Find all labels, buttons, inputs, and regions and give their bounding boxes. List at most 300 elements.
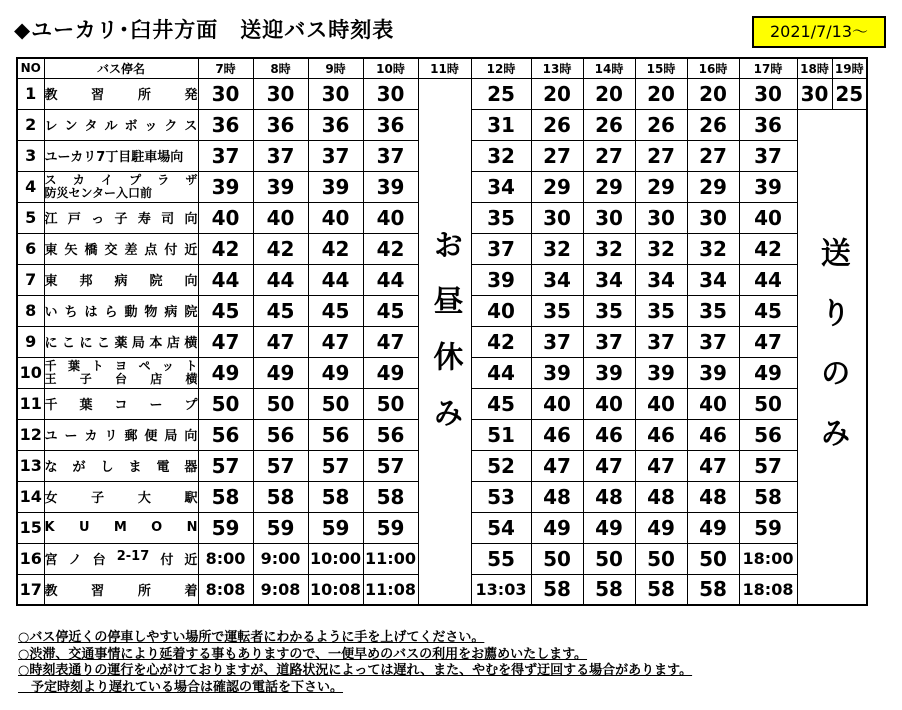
departure-time: 30	[635, 202, 687, 233]
departure-time: 57	[308, 450, 363, 481]
stop-name-part: 物	[144, 305, 158, 320]
departure-time: 58	[583, 574, 635, 605]
stop-name-part: ル	[104, 119, 118, 134]
departure-time: 49	[687, 512, 739, 543]
departure-time: 49	[531, 512, 583, 543]
departure-time: 47	[308, 326, 363, 357]
stop-name-part: 差	[124, 243, 138, 258]
stop-name-part: ッ	[144, 119, 158, 134]
stop-name-part: 付	[164, 243, 178, 258]
drop-off-only-label: 送りのみ	[797, 109, 867, 605]
departure-time: 58	[739, 481, 797, 512]
stop-name-part: 局	[131, 336, 145, 351]
stop-name-part: 宮	[44, 553, 58, 568]
stop-name-part: が	[72, 460, 86, 475]
table-row	[17, 78, 867, 109]
stop-name-part: 発	[184, 88, 198, 103]
row-number: 17	[17, 574, 44, 605]
departure-time: 49	[308, 357, 363, 388]
stop-name-part: 院	[184, 305, 198, 320]
stop-name-part: っ	[91, 212, 105, 227]
departure-time: 49	[635, 512, 687, 543]
stop-name-part: 千	[44, 358, 57, 373]
departure-time: 45	[739, 295, 797, 326]
stop-name-part: 習	[91, 88, 105, 103]
stop-name	[44, 295, 198, 326]
note-line: ○バス停近くの停車しやすい場所で運転者にわかるように手を上げてください。	[18, 630, 485, 645]
stop-name-part: ヨ	[114, 358, 127, 373]
departure-time: 59	[363, 512, 418, 543]
departure-time: 20	[583, 78, 635, 109]
departure-time: 39	[471, 264, 531, 295]
departure-time: 26	[687, 109, 739, 140]
stop-name-part: 千	[44, 398, 58, 413]
departure-time: 58	[363, 481, 418, 512]
departure-time: 39	[739, 171, 797, 202]
stop-name	[44, 543, 198, 574]
departure-time: 47	[635, 450, 687, 481]
column-header: 13時	[531, 58, 583, 78]
lunch-break-label: お昼休み	[418, 78, 471, 605]
stop-name-part: い	[44, 305, 58, 320]
departure-time: 50	[583, 543, 635, 574]
row-number: 13	[17, 450, 44, 481]
departure-time: 8:08	[198, 574, 253, 605]
departure-time: 30	[739, 78, 797, 109]
departure-time: 18:00	[739, 543, 797, 574]
note-line: 予定時刻より遅れている場合は確認の電話を下さい。	[18, 679, 344, 695]
stop-name	[44, 233, 198, 264]
effective-date-badge: 2021/7/13～	[752, 16, 886, 48]
departure-time: 42	[253, 233, 308, 264]
departure-time: 46	[635, 419, 687, 450]
departure-time: 46	[531, 419, 583, 450]
stop-name-part: 店	[150, 371, 163, 386]
departure-time: 50	[198, 388, 253, 419]
departure-time: 35	[687, 295, 739, 326]
stop-name-part: に	[44, 336, 58, 351]
stop-name-part: 便	[144, 429, 158, 444]
departure-time: 9:00	[253, 543, 308, 574]
departure-time: 45	[253, 295, 308, 326]
stop-name-part: 横	[185, 371, 198, 386]
departure-time: 40	[471, 295, 531, 326]
departure-time: 27	[531, 140, 583, 171]
stop-name-part: ら	[104, 305, 118, 320]
departure-time: 50	[308, 388, 363, 419]
column-header: 17時	[739, 58, 797, 78]
stop-name-part: 台	[92, 553, 106, 568]
departure-time: 30	[687, 202, 739, 233]
stop-name-part: K	[44, 520, 55, 535]
stop-name	[44, 357, 198, 388]
departure-time: 30	[363, 78, 418, 109]
departure-time: 58	[531, 574, 583, 605]
departure-time: 37	[635, 326, 687, 357]
departure-time: 25	[832, 78, 867, 109]
stop-name-part: 向	[184, 212, 198, 227]
timetable-body	[17, 78, 867, 605]
stop-name-part: 大	[137, 491, 151, 506]
departure-time: 34	[583, 264, 635, 295]
departure-time: 39	[531, 357, 583, 388]
departure-time: 34	[687, 264, 739, 295]
departure-time: 51	[471, 419, 531, 450]
departure-time: 35	[583, 295, 635, 326]
departure-time: 32	[687, 233, 739, 264]
departure-time: 31	[471, 109, 531, 140]
departure-time: 47	[739, 326, 797, 357]
stop-name-part: ユ	[44, 429, 58, 444]
stop-name-part: 教	[44, 88, 58, 103]
departure-time: 30	[308, 78, 363, 109]
departure-time: 57	[198, 450, 253, 481]
stop-name-part: ー	[149, 398, 163, 413]
column-header: 15時	[635, 58, 687, 78]
departure-time: 35	[635, 295, 687, 326]
notes	[18, 630, 692, 696]
departure-time: 37	[363, 140, 418, 171]
departure-time: 27	[583, 140, 635, 171]
row-number: 6	[17, 233, 44, 264]
stop-name-part: 司	[161, 212, 175, 227]
page-title: ◆ユーカリ･臼井方面 送迎バス時刻表	[14, 18, 395, 42]
departure-time: 40	[253, 202, 308, 233]
stop-name	[44, 202, 198, 233]
departure-time: 48	[687, 481, 739, 512]
departure-time: 45	[198, 295, 253, 326]
row-number: 7	[17, 264, 44, 295]
departure-time: 26	[583, 109, 635, 140]
departure-time: 30	[583, 202, 635, 233]
departure-time: 45	[363, 295, 418, 326]
departure-time: 59	[739, 512, 797, 543]
row-number: 12	[17, 419, 44, 450]
stop-name-part: ラ	[157, 172, 170, 187]
row-number: 14	[17, 481, 44, 512]
stop-name-part: ス	[184, 119, 198, 134]
stop-name-part: な	[44, 460, 58, 475]
stop-name-part: 葉	[79, 398, 93, 413]
stop-name	[44, 140, 198, 171]
stop-name-part: 郵	[124, 429, 138, 444]
departure-time: 25	[471, 78, 531, 109]
row-number: 4	[17, 171, 44, 202]
stop-name-part: 子	[114, 212, 128, 227]
stop-name-part: 教	[44, 583, 58, 599]
note-line: ○時刻表通りの運行を心がけておりますが、道路状況によっては遅れ、また、やむを得ず迂回する場合があります。	[18, 663, 693, 678]
stop-name-part: 子	[91, 491, 105, 506]
departure-time: 26	[531, 109, 583, 140]
stop-name-part: 習	[91, 583, 105, 599]
column-header: 7時	[198, 58, 253, 78]
stop-name-part: ペ	[138, 358, 151, 373]
departure-time: 40	[198, 202, 253, 233]
stop-name-part: N	[186, 520, 198, 535]
departure-time: 50	[687, 543, 739, 574]
departure-time: 48	[635, 481, 687, 512]
stop-name-part: こ	[61, 336, 75, 351]
departure-time: 49	[253, 357, 308, 388]
departure-time: 42	[308, 233, 363, 264]
stop-name-part: 東	[44, 274, 58, 289]
departure-time: 40	[583, 388, 635, 419]
stop-name-part: 交	[104, 243, 118, 258]
departure-time: 40	[531, 388, 583, 419]
stop-name-part: カ	[72, 172, 85, 187]
departure-time: 50	[253, 388, 308, 419]
row-number: 11	[17, 388, 44, 419]
departure-time: 44	[198, 264, 253, 295]
stop-name-part: O	[151, 520, 163, 535]
departure-time: 56	[739, 419, 797, 450]
stop-name-part: 所	[137, 583, 151, 599]
departure-time: 10:00	[308, 543, 363, 574]
stop-name	[44, 326, 198, 357]
departure-time: 39	[253, 171, 308, 202]
stop-name-part: し	[100, 460, 114, 475]
departure-time: 37	[253, 140, 308, 171]
departure-time: 50	[531, 543, 583, 574]
departure-time: 44	[471, 357, 531, 388]
departure-time: 36	[253, 109, 308, 140]
stop-name-part: ー	[64, 429, 78, 444]
stop-name	[44, 574, 198, 605]
departure-time: 29	[583, 171, 635, 202]
stop-name-part: 江	[44, 212, 58, 227]
stop-name-part: ン	[64, 119, 78, 134]
row-number: 15	[17, 512, 44, 543]
departure-time: 10:08	[308, 574, 363, 605]
stop-name-part: 防災センター入口前	[44, 185, 153, 200]
row-number: 1	[17, 78, 44, 109]
stop-name-part: 店	[166, 336, 180, 351]
departure-time: 30	[531, 202, 583, 233]
row-number: 10	[17, 357, 44, 388]
departure-time: 58	[687, 574, 739, 605]
stop-name-part: こ	[96, 336, 110, 351]
departure-time: 45	[308, 295, 363, 326]
departure-time: 36	[739, 109, 797, 140]
departure-time: 20	[635, 78, 687, 109]
stop-name-part: 電	[156, 460, 170, 475]
departure-time: 59	[308, 512, 363, 543]
column-header: 12時	[471, 58, 531, 78]
stop-name	[44, 419, 198, 450]
stop-name-part: 器	[184, 460, 198, 475]
departure-time: 37	[531, 326, 583, 357]
stop-name-part: 矢	[64, 243, 78, 258]
departure-time: 40	[635, 388, 687, 419]
departure-time: 44	[253, 264, 308, 295]
departure-time: 36	[198, 109, 253, 140]
departure-time: 36	[308, 109, 363, 140]
stop-name-part: 東	[44, 243, 58, 258]
stop-name-part: ッ	[161, 358, 174, 373]
column-header: 16時	[687, 58, 739, 78]
stop-name-part: 2-17	[116, 549, 150, 564]
departure-time: 39	[583, 357, 635, 388]
departure-time: 49	[363, 357, 418, 388]
departure-time: 29	[635, 171, 687, 202]
row-number: 9	[17, 326, 44, 357]
departure-time: 30	[253, 78, 308, 109]
departure-time: 35	[471, 202, 531, 233]
stop-name-part: 駅	[184, 491, 198, 506]
departure-time: 56	[253, 419, 308, 450]
column-header: 10時	[363, 58, 418, 78]
column-header: NO	[17, 58, 44, 78]
stop-name-part: 着	[184, 583, 198, 599]
departure-time: 37	[198, 140, 253, 171]
note-line: ○渋滞、交通事情により延着する事もありますので、一便早めのバスの利用をお薦めいたします。	[18, 646, 588, 662]
stop-name-part: 薬	[114, 336, 128, 351]
departure-time: 27	[687, 140, 739, 171]
departure-time: 58	[308, 481, 363, 512]
stop-name	[44, 450, 198, 481]
stop-name	[44, 481, 198, 512]
column-header: 9時	[308, 58, 363, 78]
stop-name-part: プ	[184, 398, 198, 413]
departure-time: 32	[635, 233, 687, 264]
departure-time: 27	[635, 140, 687, 171]
departure-time: 50	[363, 388, 418, 419]
departure-time: 40	[308, 202, 363, 233]
departure-time: 57	[739, 450, 797, 481]
stop-name-part: 邦	[79, 274, 93, 289]
stop-name	[44, 388, 198, 419]
row-number: 8	[17, 295, 44, 326]
stop-name-part: 病	[164, 305, 178, 320]
departure-time: 39	[198, 171, 253, 202]
stop-name-part: タ	[84, 119, 98, 134]
row-number: 16	[17, 543, 44, 574]
departure-time: 56	[363, 419, 418, 450]
stop-name-part: 付	[160, 553, 174, 568]
column-header: 18時	[797, 58, 832, 78]
header-row	[17, 58, 867, 78]
departure-time: 56	[198, 419, 253, 450]
column-header: 8時	[253, 58, 308, 78]
departure-time: 58	[198, 481, 253, 512]
departure-time: 44	[739, 264, 797, 295]
stop-name-part: ユーカリ7丁目駐車場向	[44, 150, 184, 165]
stop-name	[44, 264, 198, 295]
stop-name-part: ノ	[68, 553, 82, 568]
departure-time: 59	[198, 512, 253, 543]
departure-time: 58	[253, 481, 308, 512]
stop-name-part: リ	[104, 429, 118, 444]
departure-time: 11:00	[363, 543, 418, 574]
departure-time: 47	[531, 450, 583, 481]
stop-name-part: ザ	[185, 172, 198, 187]
stop-name-part: 近	[184, 553, 198, 568]
departure-time: 50	[739, 388, 797, 419]
departure-time: 47	[253, 326, 308, 357]
departure-time: 46	[583, 419, 635, 450]
stop-name-part: 局	[164, 429, 178, 444]
departure-time: 47	[198, 326, 253, 357]
departure-time: 37	[471, 233, 531, 264]
departure-time: 13:03	[471, 574, 531, 605]
departure-time: 39	[308, 171, 363, 202]
stop-name-part: は	[84, 305, 98, 320]
departure-time: 49	[583, 512, 635, 543]
stop-name	[44, 109, 198, 140]
stop-name-part: ト	[185, 358, 198, 373]
stop-name-part: イ	[100, 172, 113, 187]
departure-time: 40	[687, 388, 739, 419]
departure-time: 44	[308, 264, 363, 295]
departure-time: 36	[363, 109, 418, 140]
stop-name	[44, 171, 198, 202]
stop-name-part: コ	[114, 398, 128, 413]
stop-name-part: 橋	[84, 243, 98, 258]
departure-time: 32	[583, 233, 635, 264]
departure-time: 54	[471, 512, 531, 543]
stop-name-part: レ	[44, 119, 58, 134]
departure-time: 30	[198, 78, 253, 109]
row-number: 3	[17, 140, 44, 171]
stop-name-part: 本	[149, 336, 163, 351]
departure-time: 29	[687, 171, 739, 202]
departure-time: 30	[797, 78, 832, 109]
departure-time: 55	[471, 543, 531, 574]
departure-time: 11:08	[363, 574, 418, 605]
departure-time: 37	[739, 140, 797, 171]
departure-time: 37	[583, 326, 635, 357]
departure-time: 32	[531, 233, 583, 264]
stop-name-part: 女	[44, 491, 58, 506]
column-header: バス停名	[44, 58, 198, 78]
departure-time: 39	[635, 357, 687, 388]
stop-name-part: U	[78, 520, 90, 535]
departure-time: 58	[635, 574, 687, 605]
departure-time: 53	[471, 481, 531, 512]
stop-name-part: 向	[184, 274, 198, 289]
stop-name-part: ス	[44, 172, 57, 187]
stop-name-part: ク	[164, 119, 178, 134]
stop-name-part: ち	[64, 305, 78, 320]
departure-time: 26	[635, 109, 687, 140]
departure-time: 9:08	[253, 574, 308, 605]
departure-time: 34	[531, 264, 583, 295]
departure-time: 42	[739, 233, 797, 264]
stop-name-part: ボ	[124, 119, 138, 134]
departure-time: 8:00	[198, 543, 253, 574]
stop-name-part: カ	[84, 429, 98, 444]
departure-time: 49	[739, 357, 797, 388]
stop-name-part: 横	[184, 336, 198, 351]
departure-time: 34	[471, 171, 531, 202]
departure-time: 48	[583, 481, 635, 512]
departure-time: 49	[198, 357, 253, 388]
departure-time: 37	[687, 326, 739, 357]
departure-time: 56	[308, 419, 363, 450]
departure-time: 46	[687, 419, 739, 450]
departure-time: 44	[363, 264, 418, 295]
row-number: 2	[17, 109, 44, 140]
departure-time: 47	[363, 326, 418, 357]
departure-time: 47	[583, 450, 635, 481]
stop-name-part: 向	[184, 429, 198, 444]
bus-timetable	[16, 57, 868, 606]
stop-name-part: 動	[124, 305, 138, 320]
stop-name-part: ト	[91, 358, 104, 373]
departure-time: 37	[308, 140, 363, 171]
stop-name-part: 王	[44, 371, 57, 386]
stop-name-part: 点	[144, 243, 158, 258]
